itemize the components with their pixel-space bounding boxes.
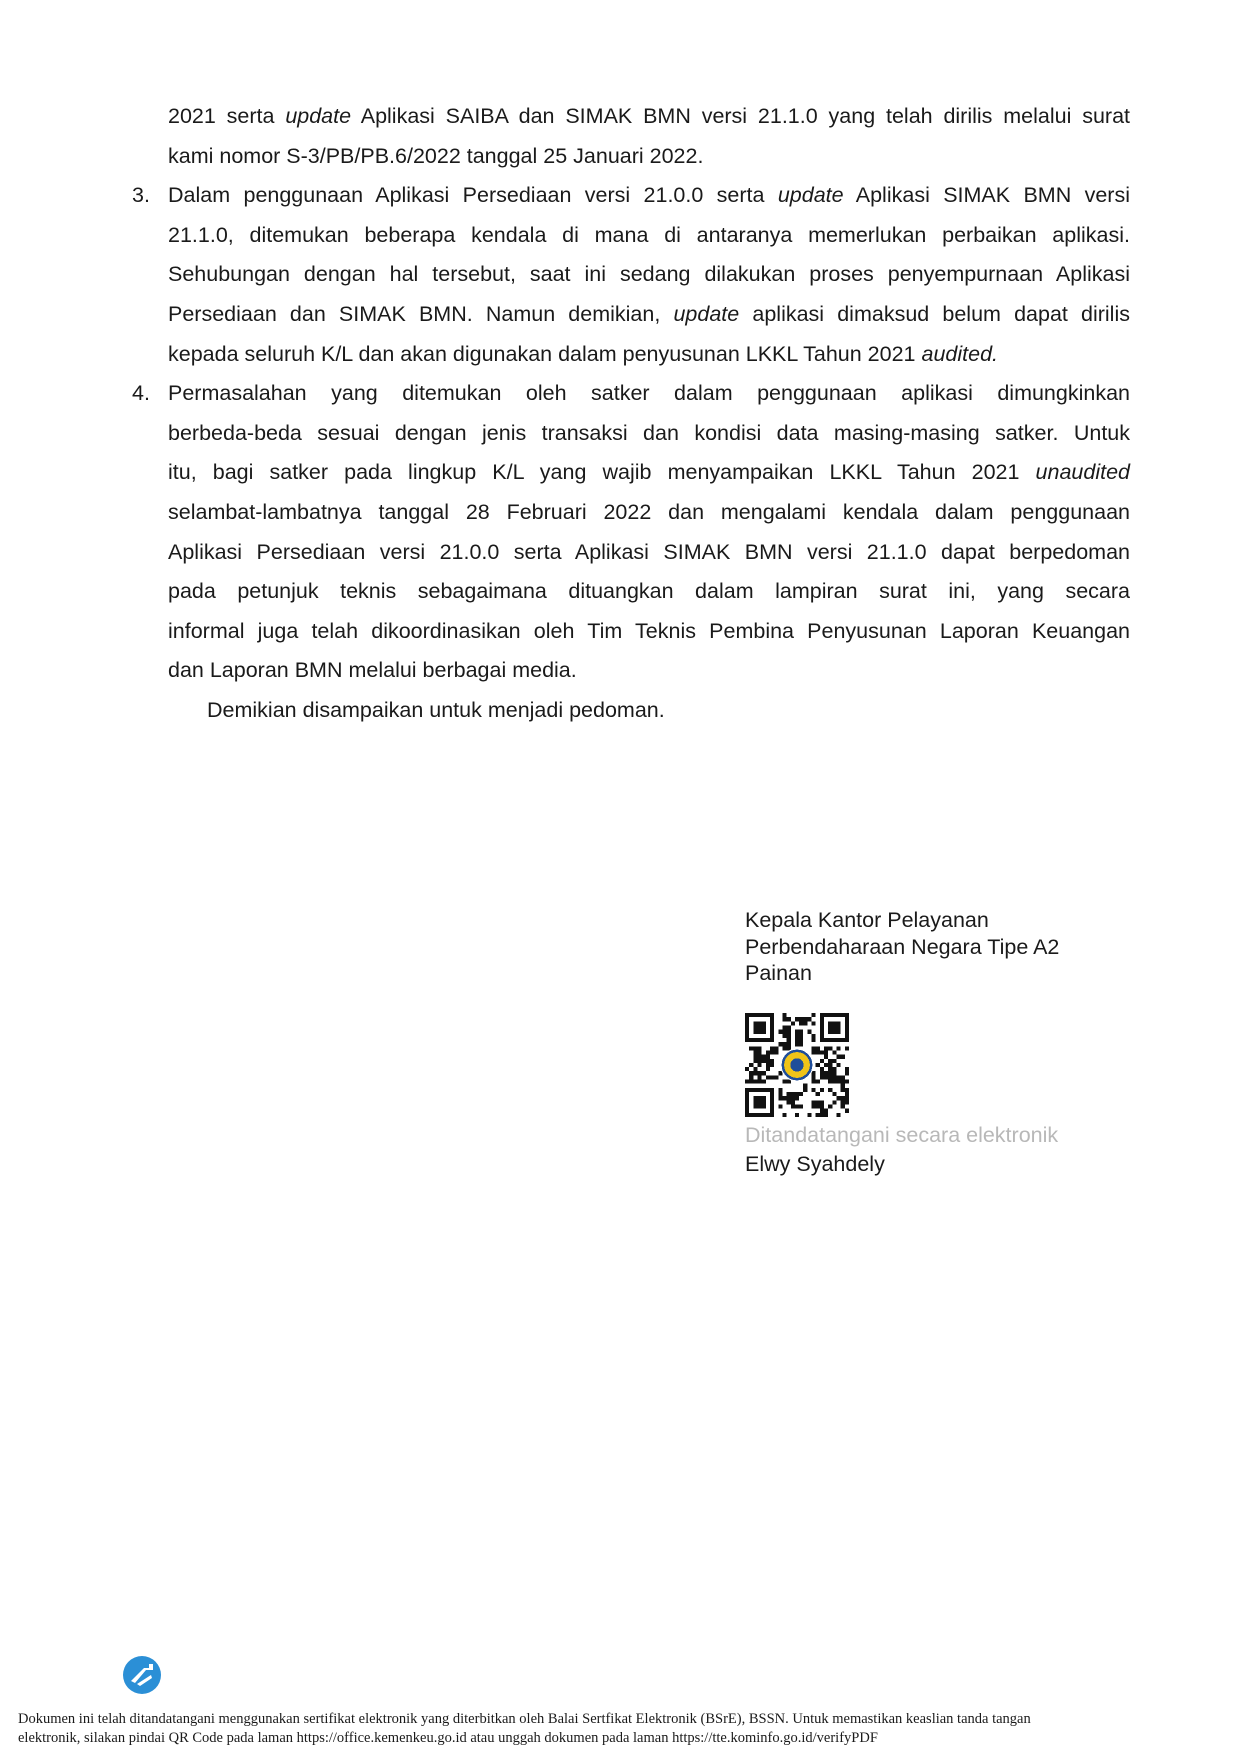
list-item-3 <box>120 176 1130 374</box>
text-line: 21.1.0, ditemukan beberapa kendala di mana di antaranya memerlukan perbaikan aplikasi. <box>168 222 1130 247</box>
item-2-continuation <box>120 97 1130 176</box>
text-line: Dalam penggunaan Aplikasi Persediaan versi 21.0.0 serta update Aplikasi SIMAK BMN versi <box>168 183 1130 208</box>
electronic-signature-note: Ditandatangani secara elektronik <box>745 1123 1059 1147</box>
footer-disclaimer <box>18 1710 1224 1748</box>
closing-sentence: Demikian disampaikan untuk menjadi pedoman. <box>207 697 665 722</box>
text-line: pada petunjuk teknis sebagaimana dituangkan dalam lampiran surat ini, yang secara <box>168 579 1130 604</box>
list-number: 4. <box>132 381 150 406</box>
text-line: kami nomor S-3/PB/PB.6/2022 tanggal 25 Januari 2022. <box>168 143 704 168</box>
bsre-logo-icon <box>122 1655 162 1695</box>
letter-body <box>120 97 1130 731</box>
list-item-4 <box>120 374 1130 691</box>
signature-title-line: Kepala Kantor Pelayanan <box>745 908 989 932</box>
text-line: Sehubungan dengan hal tersebut, saat ini sedang dilakukan proses penyempurnaan Aplikasi <box>168 262 1130 287</box>
text-line: informal juga telah dikoordinasikan oleh Tim Teknis Pembina Penyusunan Laporan Keuangan <box>168 618 1130 643</box>
text-line: berbeda-beda sesuai dengan jenis transaksi dan kondisi data masing-masing satker. Untuk <box>168 420 1130 445</box>
text-line: Persediaan dan SIMAK BMN. Namun demikian, update aplikasi dimaksud belum dapat dirilis <box>168 301 1130 326</box>
signer-name: Elwy Syahdely <box>745 1152 885 1176</box>
signature-title-line: Perbendaharaan Negara Tipe A2 <box>745 934 1060 959</box>
text-line: Permasalahan yang ditemukan oleh satker dalam penggunaan aplikasi dimungkinkan <box>168 381 1130 406</box>
signature-title <box>745 907 1165 987</box>
text-line: Aplikasi Persediaan versi 21.0.0 serta Aplikasi SIMAK BMN versi 21.1.0 dapat berpedoman <box>168 539 1130 564</box>
qr-code-icon <box>745 1013 849 1117</box>
text-line: 2021 serta update Aplikasi SAIBA dan SIMAK BMN versi 21.1.0 yang telah dirilis melalui surat <box>168 104 1131 128</box>
signature-title-line: Painan <box>745 961 812 985</box>
text-line: kepada seluruh K/L dan akan digunakan dalam penyusunan LKKL Tahun 2021 audited. <box>168 341 999 366</box>
text-line: selambat-lambatnya tanggal 28 Februari 2022 dan mengalami kendala dalam penggunaan <box>168 499 1130 524</box>
footer-line: Dokumen ini telah ditandatangani menggunakan sertifikat elektronik yang diterbitkan oleh Balai Sertfikat Elektronik (BSrE), BSSN. Untuk memastikan keaslian tanda tangan <box>18 1711 1031 1727</box>
text-line: dan Laporan BMN melalui berbagai media. <box>168 658 577 683</box>
list-number: 3. <box>132 183 150 208</box>
footer-line: elektronik, silakan pindai QR Code pada laman https://office.kemenkeu.go.id atau unggah dokumen pada laman https://tte.kominfo.go.id/verifyPDF <box>18 1730 878 1746</box>
text-line: itu, bagi satker pada lingkup K/L yang wajib menyampaikan LKKL Tahun 2021 unaudited <box>168 460 1130 485</box>
